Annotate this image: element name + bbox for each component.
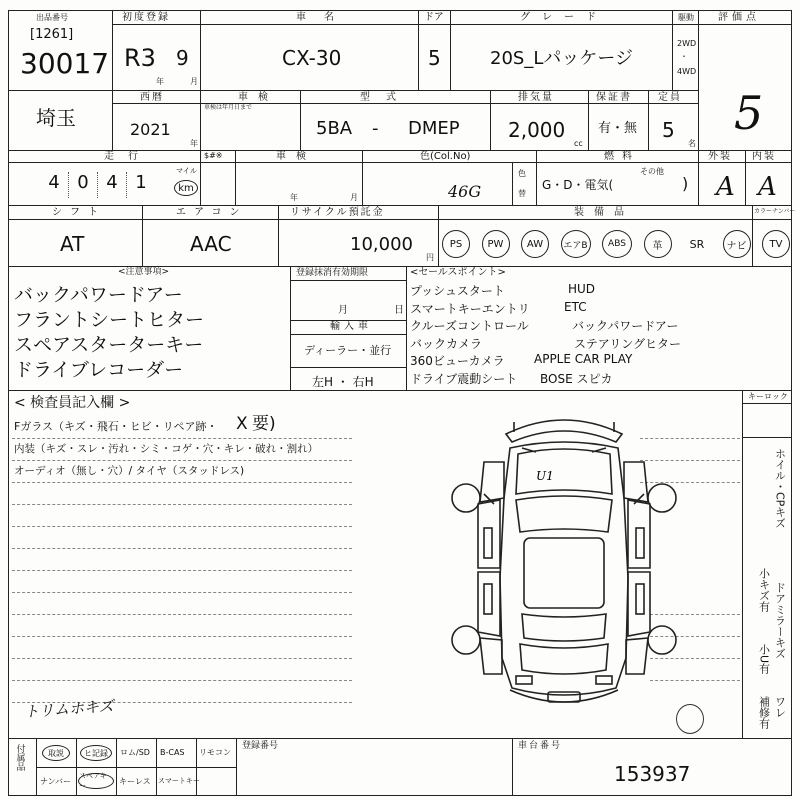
sales-point: HUD <box>568 282 596 296</box>
door-rr <box>628 572 650 636</box>
mileage-label: 走行 <box>104 151 152 162</box>
accessory-plate: ナンバー <box>40 777 72 786</box>
equip-abs: ABS <box>602 230 632 258</box>
exterior-value: A <box>716 172 735 202</box>
hand-circle-mark <box>676 704 704 734</box>
inspector-fglass-end: 要) <box>252 414 276 434</box>
import-value: ディーラー・並行 <box>304 344 392 357</box>
side-note-small-u: 小U有 <box>757 644 771 675</box>
accessory-spare-key: スペアキー <box>78 773 114 789</box>
wheel-fl <box>452 484 480 512</box>
month-unit: 月 <box>190 77 198 86</box>
drive-dot: ・ <box>680 52 688 61</box>
car-name: CX-30 <box>282 46 342 70</box>
model-label: 型式 <box>360 92 412 103</box>
reg-expiry-label: 登録抹消有効期限 <box>296 268 369 278</box>
model-code: DMEP <box>408 118 460 139</box>
drive-4wd: 4WD <box>677 67 697 76</box>
month-unit-3: 月 <box>350 193 358 202</box>
drive-label: 駆動 <box>678 13 694 22</box>
inspection-label: 車検 <box>238 92 278 103</box>
damage-mark: U1 <box>536 469 554 483</box>
mileage-digit: 4 <box>98 172 127 198</box>
lot-sub: [1261] <box>30 27 74 42</box>
equip-aw: AW <box>521 230 549 258</box>
sales-label: <セールスポイント> <box>410 267 506 278</box>
wheel-rr <box>648 626 676 654</box>
wheel-rl <box>452 626 480 654</box>
sales-point: 360ビューカメラ <box>410 354 505 368</box>
chassis-label: 車台番号 <box>518 741 563 751</box>
car-name-label: 車名 <box>296 12 352 23</box>
equip-sr: SR <box>689 237 705 251</box>
year-value: 2021 <box>130 120 171 139</box>
displacement-value: 2,000 <box>508 118 566 142</box>
color-code: 46G <box>448 182 482 201</box>
plate <box>548 692 580 702</box>
ac-value: AAC <box>190 232 232 256</box>
sales-point: ETC <box>564 299 587 314</box>
roof <box>524 538 604 608</box>
accessory-bcas: B-CAS <box>160 748 185 757</box>
ac-label: エアコン <box>176 207 248 218</box>
sales-point: ドライブ震動シート <box>410 371 518 386</box>
equip-leather: 革 <box>644 230 672 258</box>
reg-expiry-month: 月 <box>338 305 348 316</box>
fuel-label: 燃料 <box>604 151 640 162</box>
trunk <box>520 644 608 674</box>
side-note-mirror: ドアミラーキズ <box>773 582 787 659</box>
model-prefix: 5BA <box>316 118 353 139</box>
sales-line <box>410 352 740 370</box>
door-label: ドア <box>424 12 444 23</box>
sales-line <box>410 282 740 300</box>
first-reg-label: 初度登録 <box>122 12 170 23</box>
equipment-row <box>442 228 790 260</box>
handle-value: 左H ・ 右H <box>312 375 374 389</box>
lot-label: 出品番号 <box>36 13 68 22</box>
caution-item: バックパワードアー <box>14 284 183 306</box>
caution-item: スペアスターターキー <box>14 334 204 356</box>
warranty-label: 保証書 <box>596 92 632 103</box>
fuel-value: G・D・電気( <box>542 178 614 192</box>
equip-airbag: エアB <box>561 230 591 258</box>
caution-item: フラントシートヒター <box>14 309 205 331</box>
sales-point: APPLE CAR PLAY <box>534 352 633 366</box>
front-bumper <box>506 420 622 442</box>
exterior-label: 外装 <box>708 151 732 162</box>
mileage-digit: 4 <box>40 172 69 198</box>
accessory-label: 付属品 <box>14 744 25 771</box>
vehicle-type-label: 車検 <box>276 151 316 162</box>
door-rl <box>478 572 500 636</box>
accessory-rom: ロム/SD <box>120 748 150 757</box>
sales-point: プッシュスタート <box>410 284 505 298</box>
equip-label: 装備品 <box>574 207 634 218</box>
fuel-other: その他 <box>640 167 664 176</box>
inspector-fglass: Fガラス（キズ・飛石・ヒビ・リペア跡・ <box>14 420 218 433</box>
caution-label: <注意事項> <box>118 267 170 277</box>
rear-window <box>522 614 606 641</box>
accessory-manual: 取説 <box>42 745 70 761</box>
interior-value: A <box>758 172 777 202</box>
capacity-unit: 名 <box>688 139 696 148</box>
equip-navi: ナビ <box>723 230 751 258</box>
first-reg-era: R3 <box>124 44 156 72</box>
accessory-smart-key: スマートキー <box>158 777 200 785</box>
interior-label: 内装 <box>752 151 776 162</box>
sales-line <box>410 370 740 388</box>
year-unit-2: 年 <box>190 139 198 148</box>
equip-pw: PW <box>482 230 510 258</box>
score-value: 5 <box>734 86 764 140</box>
shift-label: シフト <box>52 207 106 218</box>
sales-point: ステアリングヒター <box>574 336 682 351</box>
first-reg-month: 9 <box>176 46 189 70</box>
side-note-small-scratch: 小キズ有 <box>757 568 771 612</box>
region: 埼玉 <box>36 106 76 130</box>
chassis-number: 153937 <box>614 762 691 786</box>
swap-label: $#※ <box>204 151 223 160</box>
wheel-fr <box>648 484 676 512</box>
recycle-value: 10,000 <box>350 234 413 255</box>
mileage-unit-km: km <box>174 180 198 196</box>
inspector-audio: オーディオ（無し・穴）/ タイヤ（スタッドレス) <box>14 465 245 477</box>
yen-unit: 円 <box>426 253 434 262</box>
inspector-title: < 検査員記入欄 > <box>14 395 131 411</box>
hood <box>516 449 612 494</box>
color-label: 色(Col.No) <box>420 151 471 162</box>
side-note-repair: 補修有 <box>757 696 771 729</box>
accessory-keyless: キーレス <box>119 777 151 786</box>
shift-value: AT <box>60 232 85 256</box>
mileage-unit-mile: マイル <box>176 167 197 175</box>
caution-item: ドライブレコーダー <box>14 359 184 381</box>
car-diagram <box>444 408 684 718</box>
windshield <box>516 496 612 532</box>
sales-point: スマートキーエントリ <box>410 301 530 316</box>
inspector-hand-note: トリムホキズ <box>23 696 115 722</box>
equip-ps: PS <box>442 230 470 258</box>
import-label: 輸入車 <box>330 321 372 332</box>
sales-point: バックパワードアー <box>572 319 679 333</box>
year-label: 西暦 <box>140 92 164 103</box>
key-lock-label: キーロック <box>748 392 788 401</box>
sales-line <box>410 317 740 335</box>
capacity-value: 5 <box>662 118 675 142</box>
recycle-label: リサイクル預託金 <box>290 207 385 218</box>
fuel-close: ) <box>682 174 689 193</box>
lot-number: 30017 <box>20 47 110 80</box>
mileage-digit: 0 <box>69 172 98 198</box>
sales-point: BOSE スピカ <box>540 371 613 386</box>
sales-point: クルーズコントロール <box>410 319 529 333</box>
side-note-wheel: ホイル・CPキズ <box>773 448 787 529</box>
equip-tv: TV <box>762 230 790 258</box>
accessory-remote: リモコン <box>199 748 231 757</box>
reg-expiry-day: 日 <box>394 305 404 316</box>
warranty-value: 有・無 <box>598 121 638 136</box>
capacity-label: 定員 <box>658 92 682 103</box>
color-change: 色 <box>518 169 526 178</box>
drive-2wd: 2WD <box>677 39 697 48</box>
door-count: 5 <box>428 46 441 70</box>
year-unit-3: 年 <box>290 193 298 202</box>
sales-line <box>410 300 740 318</box>
grade-label: グレード <box>520 12 608 23</box>
score-label: 評価点 <box>718 12 760 23</box>
sales-line <box>410 335 740 353</box>
grade-value: 20S_Lパッケージ <box>490 48 633 69</box>
displacement-label: 排気量 <box>518 92 554 103</box>
cc-unit: cc <box>574 139 583 148</box>
color-change-2: 替 <box>518 189 526 198</box>
inspector-interior: 内装（キズ・スレ・汚れ・シミ・コゲ・穴・キレ・破れ・割れ） <box>14 443 319 455</box>
sales-points <box>410 282 740 387</box>
inspection-sub: 車検は年月日まで <box>204 104 253 111</box>
color-number-label: カラーナンバー <box>754 208 796 215</box>
inspector-fglass-mark: X <box>236 414 248 434</box>
sales-point: バックカメラ <box>410 336 483 351</box>
body-outline <box>500 442 628 695</box>
accessory-record: ヒ記録 <box>80 745 112 761</box>
model-dash: - <box>372 118 379 139</box>
registration-no-label: 登録番号 <box>242 741 279 751</box>
mileage-digit: 1 <box>135 172 147 193</box>
year-unit: 年 <box>156 77 164 86</box>
side-note-crack: ワレ <box>773 696 787 718</box>
